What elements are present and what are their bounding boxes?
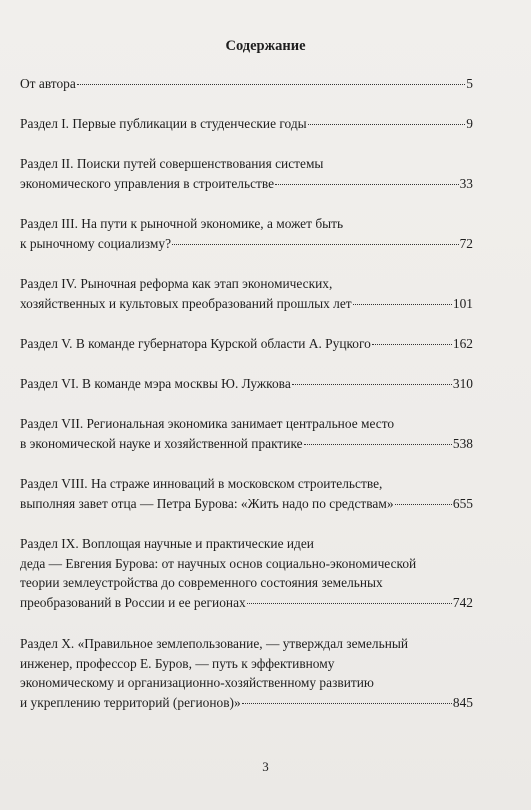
toc-entry-line: теории землеустройства до современного состояния земельных	[20, 575, 383, 590]
toc-entry-last-line	[20, 234, 473, 254]
toc-entry-last-line	[20, 693, 473, 713]
page-number: 3	[262, 759, 269, 774]
toc-entry-line: Раздел VI. В команде мэра москвы Ю. Лужкова	[20, 376, 291, 391]
toc-entry-line: Раздел VIII. На страже инноваций в московском строительстве,	[20, 476, 383, 491]
toc-entry-line: и укреплению территорий (регионов)»	[20, 694, 241, 710]
toc-entry[interactable]	[20, 534, 473, 612]
toc-entry-last-line	[20, 374, 473, 394]
toc-entry[interactable]	[20, 334, 473, 354]
toc-entry-line: Раздел X. «Правильное землепользование, — утверждал земельный	[20, 636, 409, 651]
toc-entry-line: выполняя завет отца — Петра Бурова: «Жить надо по средствам»	[20, 495, 394, 511]
dot-leader	[172, 244, 459, 245]
toc-entry-line: Раздел I. Первые публикации в студенческие годы	[20, 116, 307, 131]
toc-entry[interactable]	[20, 414, 473, 453]
dot-leader	[304, 444, 452, 445]
toc-page-number: 101	[452, 295, 473, 311]
toc-title: Содержание	[225, 38, 306, 54]
toc-entry-last-line	[20, 74, 473, 94]
toc-entry-line: Раздел IV. Рыночная реформа как этап экономических,	[20, 276, 333, 291]
toc-page-number: 310	[452, 376, 473, 391]
toc-entry[interactable]	[20, 74, 473, 94]
toc-entry-line: экономическому и организационно-хозяйственному развитию	[20, 675, 374, 690]
toc-page-number: 655	[452, 495, 473, 511]
toc-entry-line: Раздел IX. Воплощая научные и практические идеи	[20, 536, 314, 551]
toc-entry-line: Раздел V. В команде губернатора Курской области А. Руцкого	[20, 336, 371, 351]
toc-entry[interactable]	[20, 274, 473, 313]
toc-page-number: 9	[466, 116, 473, 131]
toc-entry-line: хозяйственных и культовых преобразований прошлых лет	[20, 295, 352, 311]
toc-entry-last-line	[20, 434, 473, 454]
dot-leader	[242, 703, 452, 704]
toc-entry-line: в экономической науке и хозяйственной практике	[20, 435, 303, 451]
toc-entry[interactable]	[20, 474, 473, 513]
toc-entry-line: Раздел VII. Региональная экономика занимает центральное место	[20, 416, 395, 431]
toc-entry-line: деда — Евгения Бурова: от научных основ социально-экономической	[20, 555, 417, 571]
dot-leader	[308, 124, 466, 125]
toc-entry-last-line	[20, 174, 473, 194]
toc-entry-line: Раздел II. Поиски путей совершенствования системы	[20, 156, 324, 171]
toc-page-number: 538	[452, 435, 473, 451]
dot-leader	[275, 184, 459, 185]
toc-entry-last-line	[20, 593, 473, 613]
dot-leader	[247, 603, 452, 604]
toc-entry-line: инженер, профессор Е. Буров, — путь к эффективному	[20, 655, 335, 671]
dot-leader	[395, 504, 452, 505]
toc-page-number: 33	[459, 175, 473, 191]
toc-entry-line: преобразований в России и ее регионах	[20, 594, 246, 610]
toc-entry[interactable]	[20, 114, 473, 134]
dot-leader	[353, 304, 452, 305]
toc-page-number: 5	[466, 76, 473, 91]
dot-leader	[292, 384, 452, 385]
toc-entry[interactable]	[20, 634, 473, 712]
toc-entry-last-line	[20, 114, 473, 134]
toc-entry-last-line	[20, 294, 473, 314]
toc-entry-line: Раздел III. На пути к рыночной экономике, а может быть	[20, 216, 344, 231]
toc-entry-line: От автора	[20, 76, 76, 91]
toc-entry-line: экономического управления в строительстве	[20, 175, 275, 191]
dot-leader	[77, 84, 465, 85]
toc-entry[interactable]	[20, 154, 473, 193]
dot-leader	[372, 344, 452, 345]
toc-page-number: 72	[459, 235, 473, 251]
toc-entry-line: к рыночному социализму?	[20, 235, 172, 251]
toc-page-number: 162	[452, 336, 473, 351]
toc-entry-last-line	[20, 334, 473, 354]
toc-page-number: 742	[452, 594, 473, 610]
toc-entry-last-line	[20, 494, 473, 514]
toc-entry[interactable]	[20, 214, 473, 253]
toc-entry[interactable]	[20, 374, 473, 394]
toc-page-number: 845	[452, 694, 473, 710]
